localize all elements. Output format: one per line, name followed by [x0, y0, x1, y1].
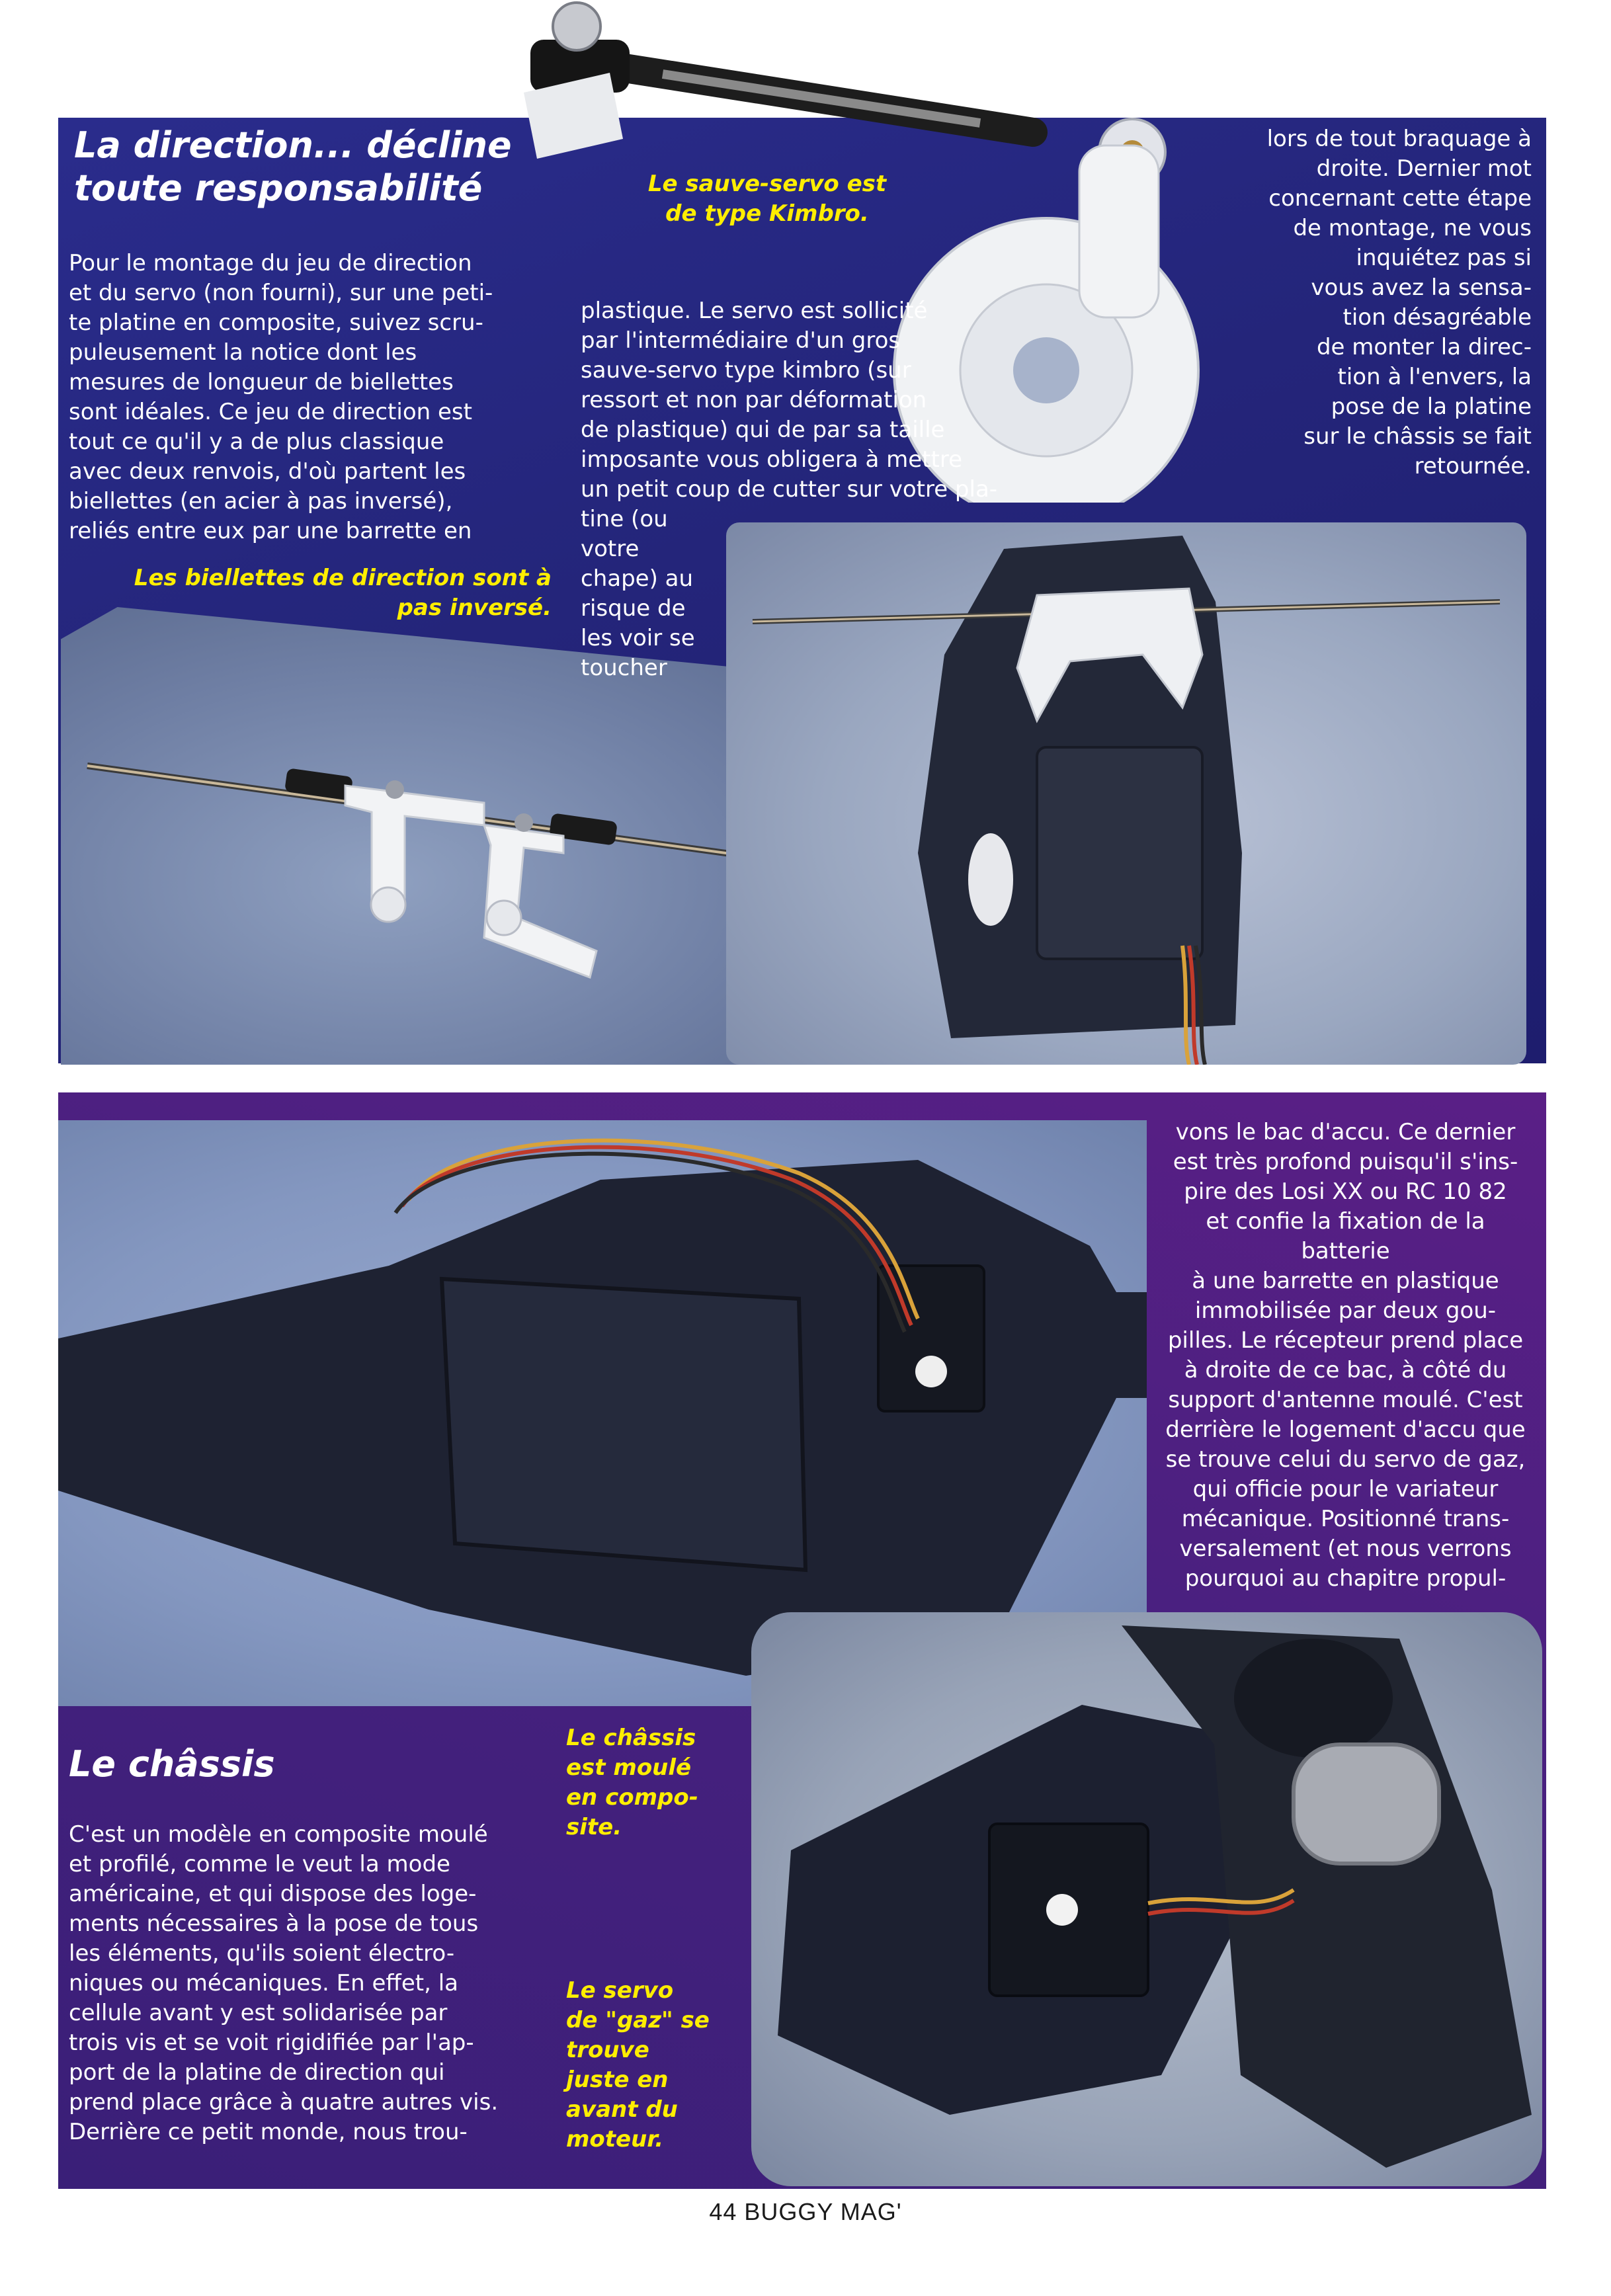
motor-photo	[751, 1612, 1542, 2186]
chassis-heading: Le châssis	[69, 1743, 275, 1785]
chassis-caption: Le châssis est moulé en compo- site.	[566, 1725, 698, 1840]
steering-rods-caption: Les biellettes de direction sont à pas inversé.	[134, 565, 552, 621]
direction-heading: La direction... décline toute responsabilité	[74, 124, 512, 209]
throttle-servo-caption: Le servo de "gaz" se trouve juste en avant du moteur.	[566, 1977, 710, 2152]
direction-text-col1: Pour le montage du jeu de direction et du servo (non fourni), sur une peti- te platine en composite, suivez scru- puleusement la notice dont les mesures de longueur de biellettes sont idéales. Ce jeu de direction est tout ce qu'il y a de plus classique avec deux renvois, d'où partent les biellettes (en acier à pas inversé), reliés entre eux par une barrette en	[69, 250, 493, 544]
direction-text-col3: lors de tout braquage à droite. Dernier mot concernant cette étape de montage, ne vous inquiétez pas si vous avez la sensa- tion désagréable de monter la direc- tion à l'envers, la pose de la platine sur le châssis se fait retournée.	[1266, 126, 1532, 479]
servo-saver-caption: Le sauve-servo est de type Kimbro.	[647, 171, 887, 227]
direction-text-col2: plastique. Le servo est sollicité par l'intermédiaire d'un gros sauve-servo type kimbro (sur ressort et non par déformation de plastique) qui de par sa taille imposante vous obligera à mettre un petit coup de cutter sur votre pla- tine (ou votre chape) au risque de les voir se toucher	[581, 298, 998, 681]
page-footer: 44 BUGGY MAG'	[709, 2198, 902, 2225]
chassis-text-col2: vons le bac d'accu. Ce dernier est très profond puisqu'il s'ins- pire des Losi XX ou RC 10 82 et confie la fixation de la batterie à une barrette en plastique immobilisée par deux gou- pilles. Le récepteur prend place à droite de ce bac, à côté du support d'antenne moulé. C'est derrière le logement d'accu que se trouve celui du servo de gaz, qui officie pour le variateur mécanique. Positionné trans- versalement (et nous verrons pourquoi au chapitre propul-	[1165, 1119, 1526, 1592]
chassis-text-col1: C'est un modèle en composite moulé et profilé, comme le veut la mode américaine, et qui dispose des loge- ments nécessaires à la pose de tous les éléments, qu'ils soient électro- niques ou mécaniques. En effet, la cellule avant y est solidarisée par trois vis et se voit rigidifiée par l'ap- port de la platine de direction qui prend place grâce à quatre autres vis. Derrière ce petit monde, nous trou-	[69, 1821, 499, 2145]
